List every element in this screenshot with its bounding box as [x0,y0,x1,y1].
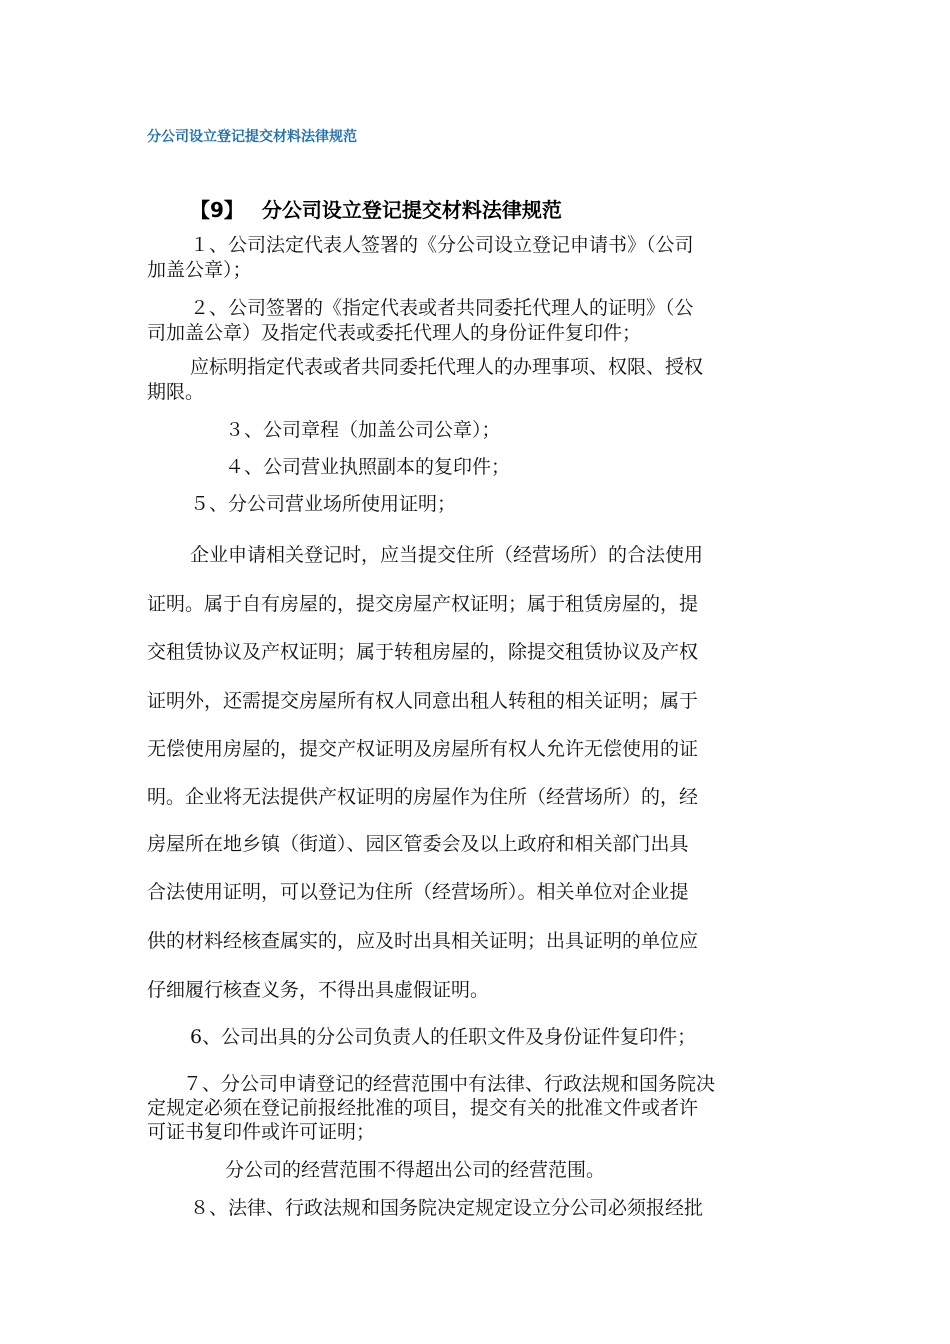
item-5-detail-line: 交租赁协议及产权证明；属于转租房屋的，除提交租赁协议及产权 [147,641,699,663]
item-2-line-1: ２、公司签署的《指定代表或者共同委托代理人的证明》（公 [190,297,694,319]
item-6: 6、公司出具的分公司负责人的任职文件及身份证件复印件； [190,1026,697,1048]
item-2-note-line-1: 应标明指定代表或者共同委托代理人的办理事项、权限、授权 [190,356,704,378]
item-5-detail-line: 无偿使用房屋的，提交产权证明及房屋所有权人允许无偿使用的证 [147,738,699,760]
item-1-line-1: １、公司法定代表人签署的《分公司设立登记申请书》（公司 [190,234,694,256]
item-5: ５、分公司营业场所使用证明； [190,493,457,515]
section-number: 【9】 [190,198,244,222]
item-5-detail-line: 企业申请相关登记时，应当提交住所（经营场所）的合法使用 [190,544,704,566]
item-1-line-2: 加盖公章）； [147,259,252,281]
item-3: ３、公司章程（加盖公司公章）； [225,419,501,441]
item-7-line-3: 可证书复印件或许可证明； [147,1121,376,1143]
item-5-detail-line: 证明外，还需提交房屋所有权人同意出租人转租的相关证明；属于 [147,690,699,712]
item-4: ４、公司营业执照副本的复印件； [225,456,511,478]
section-heading [190,194,562,223]
document-top-title: 分公司设立登记提交材料法律规范 [147,129,357,145]
item-2-line-2: 司加盖公章）及指定代表或委托代理人的身份证件复印件； [147,322,642,344]
item-5-detail-line: 供的材料经核查属实的，应及时出具相关证明；出具证明的单位应 [147,930,699,952]
item-2-note-line-2: 期限。 [147,381,205,403]
item-5-detail-line: 房屋所在地乡镇（街道）、园区管委会及以上政府和相关部门出具 [147,833,689,855]
item-5-detail-line: 合法使用证明，可以登记为住所（经营场所）。相关单位对企业提 [147,881,689,903]
item-8-line-1: ８、法律、行政法规和国务院决定规定设立分公司必须报经批 [190,1197,704,1219]
item-5-detail-line: 明。企业将无法提供产权证明的房屋作为住所（经营场所）的，经 [147,786,699,808]
item-7-line-2: 定规定必须在登记前报经批准的项目，提交有关的批准文件或者许 [147,1097,699,1119]
item-7-note: 分公司的经营范围不得超出公司的经营范围。 [225,1159,606,1181]
item-7-line-1: ７、分公司申请登记的经营范围中有法律、行政法规和国务院决 [183,1073,716,1095]
item-5-detail-line: 仔细履行核查义务，不得出具虚假证明。 [147,979,490,1001]
item-5-detail-line: 证明。属于自有房屋的，提交房屋产权证明；属于租赁房屋的，提 [147,593,699,615]
section-title: 分公司设立登记提交材料法律规范 [261,198,562,222]
